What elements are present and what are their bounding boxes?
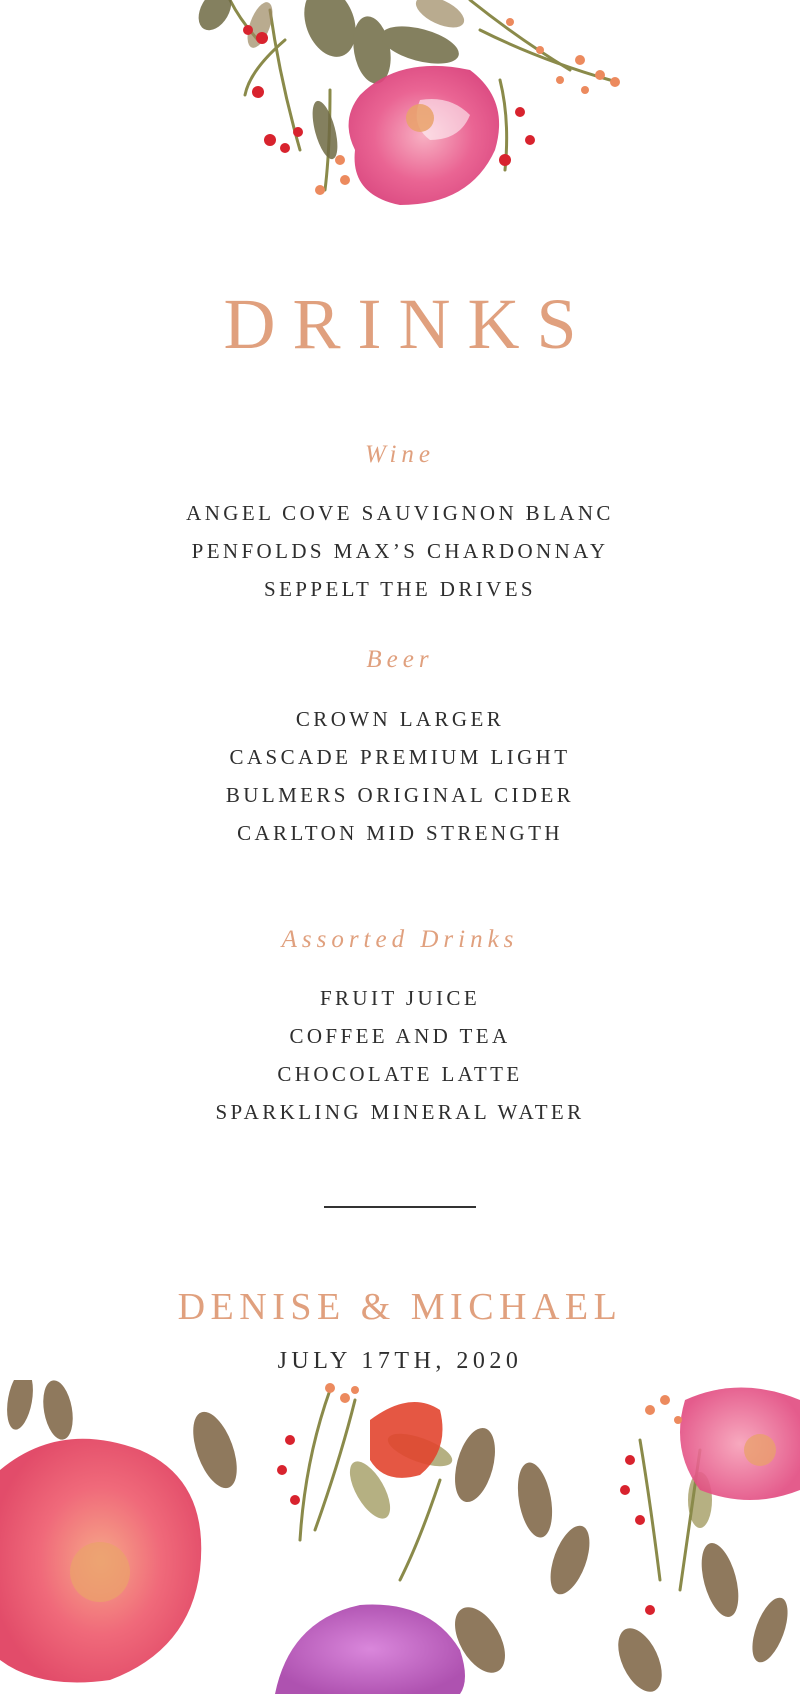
divider <box>324 1206 476 1208</box>
list-item: CROWN LARGER <box>295 707 505 731</box>
list-item: CARLTON MID STRENGTH <box>237 821 563 845</box>
beer-list <box>0 700 800 852</box>
list-item: CHOCOLATE LATTE <box>277 1062 523 1086</box>
list-item: COFFEE AND TEA <box>289 1024 511 1048</box>
event-date: JULY 17TH, 2020 <box>277 1348 523 1374</box>
watercolor-floral-bottom-icon <box>0 1380 800 1694</box>
list-item: SEPPELT THE DRIVES <box>263 577 537 601</box>
wine-list <box>0 494 800 608</box>
page-title: DRINKS <box>223 284 594 364</box>
list-item: PENFOLDS MAX’S CHARDONNAY <box>191 539 609 563</box>
list-item: BULMERS ORIGINAL CIDER <box>225 783 575 807</box>
list-item: ANGEL COVE SAUVIGNON BLANC <box>186 501 614 525</box>
list-item: CASCADE PREMIUM LIGHT <box>229 745 571 769</box>
section-heading-assorted: Assorted Drinks <box>281 926 519 953</box>
section-heading-beer: Beer <box>366 646 434 673</box>
watercolor-floral-top-icon <box>0 0 800 220</box>
list-item: SPARKLING MINERAL WATER <box>215 1100 585 1124</box>
assorted-list <box>0 979 800 1131</box>
list-item: FRUIT JUICE <box>319 986 481 1010</box>
couple-names: DENISE & MICHAEL <box>177 1286 623 1328</box>
section-heading-wine: Wine <box>365 441 435 468</box>
